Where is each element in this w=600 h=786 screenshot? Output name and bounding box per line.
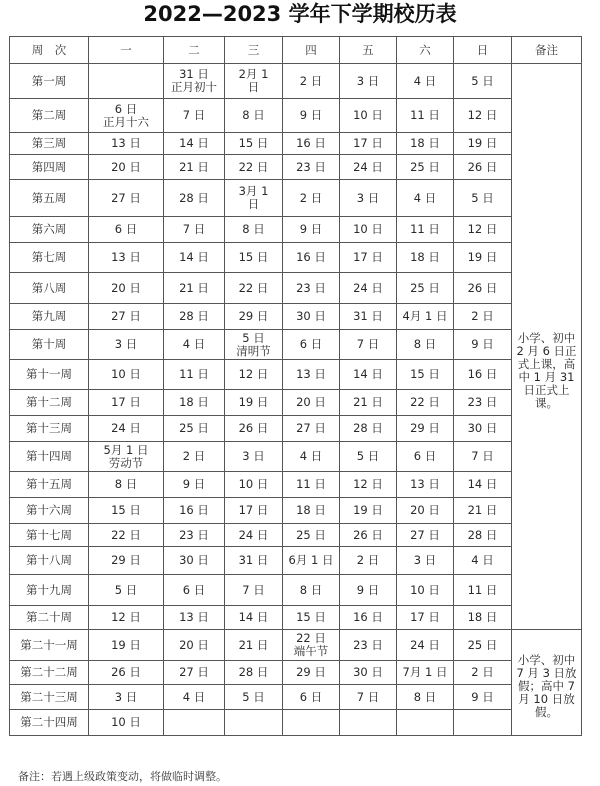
day-cell: 3月 1 日 (225, 180, 283, 217)
day-cell: 3 日 (340, 180, 397, 217)
day-cell: 28 日 (340, 416, 397, 442)
day-cell: 31 日 (340, 304, 397, 330)
header-tue: 二 (164, 37, 225, 64)
day-cell: 21 日 (164, 155, 225, 180)
day-cell: 9 日 (454, 330, 512, 360)
day-cell: 7 日 (164, 99, 225, 133)
day-cell: 5月 1 日 劳动节 (89, 442, 164, 472)
week-label: 第十周 (10, 330, 89, 360)
day-cell: 21 日 (164, 273, 225, 304)
week-row (10, 133, 582, 155)
day-cell: 21 日 (454, 498, 512, 524)
day-cell: 2 日 (454, 661, 512, 685)
day-cell: 6 日 (164, 575, 225, 606)
day-cell: 26 日 (454, 273, 512, 304)
week-label: 第八周 (10, 273, 89, 304)
day-cell: 5 日 (225, 685, 283, 710)
week-row (10, 661, 582, 685)
week-label: 第一周 (10, 64, 89, 99)
day-cell: 27 日 (164, 661, 225, 685)
day-cell: 12 日 (225, 360, 283, 390)
day-cell: 19 日 (89, 630, 164, 661)
day-cell: 13 日 (89, 243, 164, 273)
day-cell: 3 日 (89, 685, 164, 710)
day-cell: 18 日 (454, 606, 512, 630)
day-cell: 30 日 (283, 304, 340, 330)
week-label: 第十六周 (10, 498, 89, 524)
day-cell: 19 日 (454, 133, 512, 155)
day-cell: 18 日 (164, 390, 225, 416)
week-label: 第十五周 (10, 472, 89, 498)
day-cell: 24 日 (340, 155, 397, 180)
week-row (10, 416, 582, 442)
day-cell: 22 日 (89, 524, 164, 547)
week-label: 第十四周 (10, 442, 89, 472)
day-cell: 26 日 (225, 416, 283, 442)
week-row (10, 710, 582, 736)
day-cell: 24 日 (89, 416, 164, 442)
day-cell: 27 日 (89, 304, 164, 330)
day-cell: 8 日 (225, 99, 283, 133)
day-cell: 20 日 (89, 155, 164, 180)
day-cell: 16 日 (340, 606, 397, 630)
day-cell: 7 日 (225, 575, 283, 606)
day-cell: 11 日 (164, 360, 225, 390)
day-cell (340, 710, 397, 736)
school-calendar-table (9, 36, 582, 736)
day-cell: 8 日 (397, 330, 454, 360)
day-cell: 4 日 (397, 180, 454, 217)
day-cell: 17 日 (340, 133, 397, 155)
week-label: 第三周 (10, 133, 89, 155)
day-cell: 11 日 (397, 217, 454, 243)
notes-spring-start: 小学、初中 2 月 6 日正式上课，高中 1 月 31 日正式上课。 (512, 64, 582, 630)
week-row (10, 304, 582, 330)
week-row (10, 472, 582, 498)
day-cell (454, 710, 512, 736)
day-cell: 22 日 (225, 155, 283, 180)
day-cell (225, 710, 283, 736)
day-cell: 8 日 (283, 575, 340, 606)
day-cell: 4月 1 日 (397, 304, 454, 330)
day-cell: 3 日 (225, 442, 283, 472)
day-cell: 26 日 (89, 661, 164, 685)
day-cell: 24 日 (225, 524, 283, 547)
header-row (10, 37, 582, 64)
week-label: 第四周 (10, 155, 89, 180)
day-cell: 16 日 (283, 133, 340, 155)
header-sat: 六 (397, 37, 454, 64)
day-cell: 14 日 (340, 360, 397, 390)
day-cell: 3 日 (89, 330, 164, 360)
day-cell: 24 日 (340, 273, 397, 304)
week-label: 第二十三周 (10, 685, 89, 710)
day-cell: 24 日 (397, 630, 454, 661)
day-cell: 10 日 (89, 360, 164, 390)
day-cell: 23 日 (164, 524, 225, 547)
day-cell: 23 日 (340, 630, 397, 661)
day-cell (89, 64, 164, 99)
day-cell: 15 日 (225, 133, 283, 155)
day-cell: 9 日 (283, 217, 340, 243)
day-cell: 3 日 (397, 547, 454, 575)
week-row (10, 155, 582, 180)
day-cell: 11 日 (397, 99, 454, 133)
week-label: 第九周 (10, 304, 89, 330)
day-cell: 26 日 (454, 155, 512, 180)
day-cell: 9 日 (340, 575, 397, 606)
week-label: 第二周 (10, 99, 89, 133)
week-label: 第十三周 (10, 416, 89, 442)
day-cell: 25 日 (397, 273, 454, 304)
day-cell: 8 日 (397, 685, 454, 710)
day-cell: 29 日 (225, 304, 283, 330)
day-cell: 17 日 (397, 606, 454, 630)
day-cell: 28 日 (164, 304, 225, 330)
day-cell: 20 日 (283, 390, 340, 416)
day-cell: 25 日 (454, 630, 512, 661)
day-cell: 9 日 (164, 472, 225, 498)
day-cell: 6月 1 日 (283, 547, 340, 575)
day-cell: 26 日 (340, 524, 397, 547)
day-cell: 17 日 (340, 243, 397, 273)
day-cell: 6 日 (283, 330, 340, 360)
header-thu: 四 (283, 37, 340, 64)
day-cell: 12 日 (454, 217, 512, 243)
day-cell: 11 日 (454, 575, 512, 606)
day-cell: 5 日 清明节 (225, 330, 283, 360)
day-cell: 3 日 (340, 64, 397, 99)
day-cell: 13 日 (283, 360, 340, 390)
header-week: 周 次 (10, 37, 89, 64)
day-cell: 6 日 正月十六 (89, 99, 164, 133)
day-cell: 25 日 (283, 524, 340, 547)
day-cell: 15 日 (283, 606, 340, 630)
day-cell: 23 日 (454, 390, 512, 416)
day-cell: 14 日 (164, 243, 225, 273)
week-row (10, 273, 582, 304)
day-cell: 4 日 (283, 442, 340, 472)
day-cell: 8 日 (225, 217, 283, 243)
day-cell: 2 日 (454, 304, 512, 330)
day-cell: 22 日 (397, 390, 454, 416)
day-cell: 4 日 (164, 330, 225, 360)
day-cell: 20 日 (164, 630, 225, 661)
day-cell: 27 日 (283, 416, 340, 442)
day-cell: 5 日 (454, 180, 512, 217)
header-fri: 五 (340, 37, 397, 64)
day-cell: 4 日 (164, 685, 225, 710)
week-row (10, 180, 582, 217)
day-cell: 12 日 (340, 472, 397, 498)
day-cell: 21 日 (225, 630, 283, 661)
day-cell: 14 日 (225, 606, 283, 630)
day-cell: 28 日 (164, 180, 225, 217)
day-cell: 20 日 (89, 273, 164, 304)
day-cell: 15 日 (89, 498, 164, 524)
day-cell: 7 日 (340, 330, 397, 360)
day-cell (397, 710, 454, 736)
day-cell: 6 日 (397, 442, 454, 472)
day-cell: 7 日 (454, 442, 512, 472)
day-cell: 29 日 (283, 661, 340, 685)
week-row (10, 524, 582, 547)
week-row (10, 575, 582, 606)
day-cell: 6 日 (89, 217, 164, 243)
day-cell (283, 710, 340, 736)
day-cell: 22 日 (225, 273, 283, 304)
day-cell: 17 日 (225, 498, 283, 524)
day-cell: 15 日 (225, 243, 283, 273)
day-cell: 30 日 (164, 547, 225, 575)
week-label: 第二十一周 (10, 630, 89, 661)
notes-summer-break: 小学、初中 7 月 3 日放假；高中 7 月 10 日放假。 (512, 630, 582, 736)
header-notes: 备注 (512, 37, 582, 64)
week-label: 第十八周 (10, 547, 89, 575)
day-cell: 9 日 (283, 99, 340, 133)
day-cell: 15 日 (397, 360, 454, 390)
day-cell: 16 日 (454, 360, 512, 390)
day-cell: 5 日 (340, 442, 397, 472)
day-cell: 10 日 (340, 99, 397, 133)
day-cell: 21 日 (340, 390, 397, 416)
day-cell: 28 日 (454, 524, 512, 547)
day-cell: 12 日 (89, 606, 164, 630)
week-label: 第六周 (10, 217, 89, 243)
week-label: 第十二周 (10, 390, 89, 416)
day-cell: 6 日 (283, 685, 340, 710)
day-cell: 13 日 (164, 606, 225, 630)
day-cell: 25 日 (397, 155, 454, 180)
day-cell: 29 日 (89, 547, 164, 575)
week-label: 第五周 (10, 180, 89, 217)
day-cell: 10 日 (89, 710, 164, 736)
day-cell: 13 日 (89, 133, 164, 155)
week-label: 第十九周 (10, 575, 89, 606)
day-cell: 7 日 (164, 217, 225, 243)
day-cell: 22 日 端午节 (283, 630, 340, 661)
week-label: 第二十四周 (10, 710, 89, 736)
day-cell: 16 日 (164, 498, 225, 524)
day-cell: 17 日 (89, 390, 164, 416)
day-cell: 8 日 (89, 472, 164, 498)
week-label: 第七周 (10, 243, 89, 273)
day-cell: 13 日 (397, 472, 454, 498)
day-cell: 2月 1 日 (225, 64, 283, 99)
day-cell (164, 710, 225, 736)
week-row (10, 547, 582, 575)
page-title: 2022—2023 学年下学期校历表 (143, 2, 457, 26)
header-wed: 三 (225, 37, 283, 64)
day-cell: 27 日 (397, 524, 454, 547)
week-row (10, 64, 582, 99)
week-label: 第十七周 (10, 524, 89, 547)
day-cell: 23 日 (283, 155, 340, 180)
day-cell: 19 日 (340, 498, 397, 524)
week-label: 第二十周 (10, 606, 89, 630)
week-row (10, 390, 582, 416)
day-cell: 23 日 (283, 273, 340, 304)
day-cell: 10 日 (397, 575, 454, 606)
day-cell: 18 日 (283, 498, 340, 524)
day-cell: 10 日 (340, 217, 397, 243)
week-row (10, 99, 582, 133)
day-cell: 2 日 (340, 547, 397, 575)
week-row (10, 360, 582, 390)
day-cell: 27 日 (89, 180, 164, 217)
footer-note: 备注：若遇上级政策变动，将做临时调整。 (18, 770, 227, 783)
day-cell: 10 日 (225, 472, 283, 498)
day-cell: 14 日 (454, 472, 512, 498)
day-cell: 18 日 (397, 243, 454, 273)
day-cell: 2 日 (164, 442, 225, 472)
week-label: 第二十二周 (10, 661, 89, 685)
day-cell: 30 日 (340, 661, 397, 685)
day-cell: 7 日 (340, 685, 397, 710)
week-row (10, 606, 582, 630)
day-cell: 4 日 (454, 547, 512, 575)
day-cell: 30 日 (454, 416, 512, 442)
day-cell: 31 日 正月初十 (164, 64, 225, 99)
week-label: 第十一周 (10, 360, 89, 390)
header-sun: 日 (454, 37, 512, 64)
day-cell: 7月 1 日 (397, 661, 454, 685)
day-cell: 12 日 (454, 99, 512, 133)
week-row (10, 442, 582, 472)
day-cell: 20 日 (397, 498, 454, 524)
week-row (10, 498, 582, 524)
day-cell: 19 日 (454, 243, 512, 273)
day-cell: 31 日 (225, 547, 283, 575)
day-cell: 5 日 (89, 575, 164, 606)
day-cell: 2 日 (283, 64, 340, 99)
day-cell: 19 日 (225, 390, 283, 416)
day-cell: 16 日 (283, 243, 340, 273)
day-cell: 4 日 (397, 64, 454, 99)
week-row (10, 685, 582, 710)
day-cell: 28 日 (225, 661, 283, 685)
day-cell: 2 日 (283, 180, 340, 217)
week-row (10, 243, 582, 273)
week-row (10, 630, 582, 661)
day-cell: 25 日 (164, 416, 225, 442)
week-row (10, 217, 582, 243)
day-cell: 5 日 (454, 64, 512, 99)
day-cell: 11 日 (283, 472, 340, 498)
day-cell: 29 日 (397, 416, 454, 442)
day-cell: 18 日 (397, 133, 454, 155)
day-cell: 9 日 (454, 685, 512, 710)
day-cell: 14 日 (164, 133, 225, 155)
week-row (10, 330, 582, 360)
header-mon: 一 (89, 37, 164, 64)
